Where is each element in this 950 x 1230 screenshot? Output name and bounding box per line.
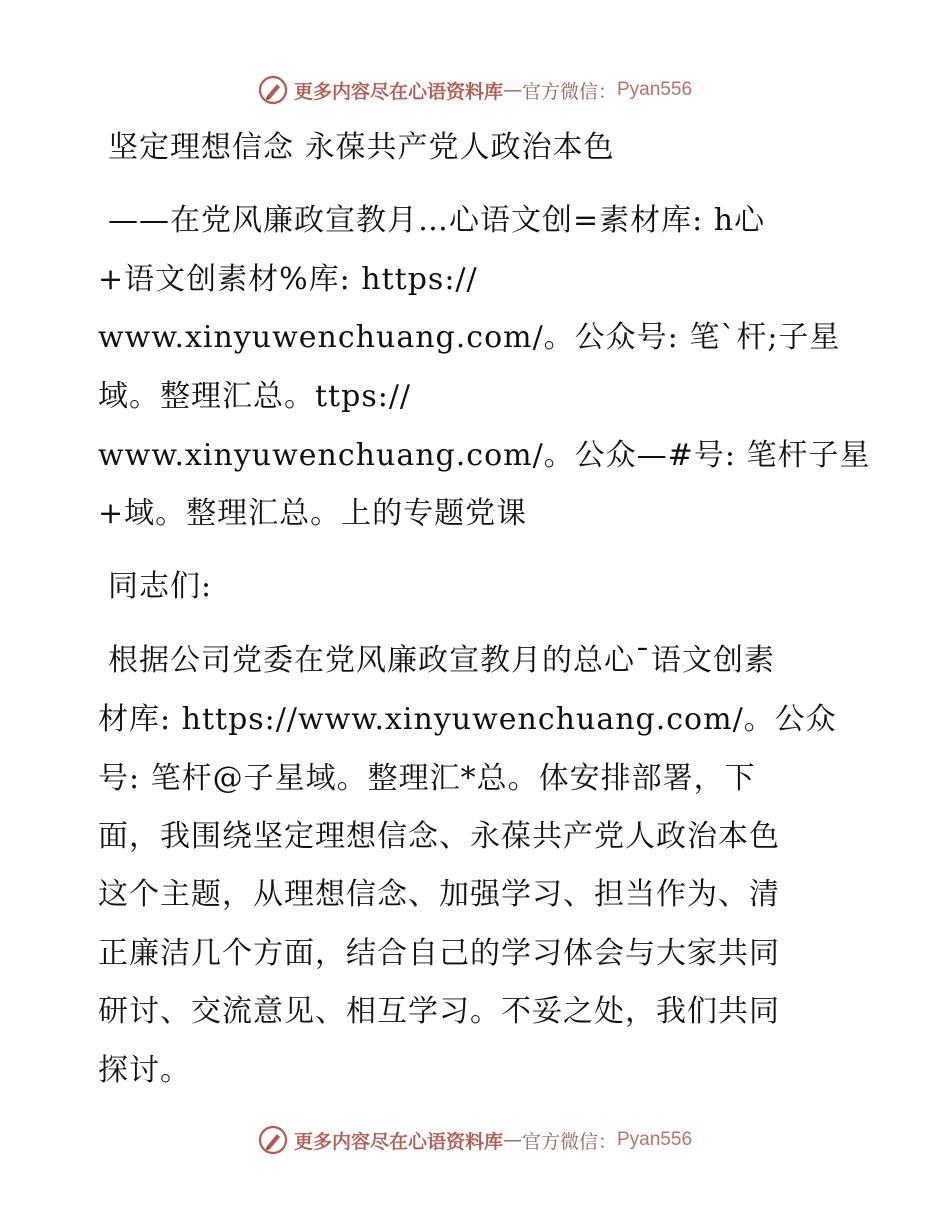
footer-watermark-banner [0,1120,950,1160]
body-line: 面，我围绕坚定理想信念、永葆共产党人政治本色 [98,819,780,854]
banner-dash: — [502,79,522,101]
banner-promo-text: 更多内容尽在心语资料库 [293,1130,503,1153]
banner-wechat-id: Pyan556 [617,1129,693,1150]
body-line: 根据公司党委在党风廉政宣教月的总心¯语文创素 [108,643,775,678]
subtitle-line: 域。整理汇总。ttps:// [98,379,412,414]
subtitle-line: www.xinyuwenchuang.com/。公众号: 笔`杆;子星 [98,320,841,355]
pen-logo-icon [258,1125,288,1155]
banner-promo-text: 更多内容尽在心语资料库 [293,80,503,103]
header-watermark-banner [0,70,950,110]
banner-wechat-id: Pyan556 [617,79,693,100]
body-line: 材库: https://www.xinyuwenchuang.com/。公众 [98,702,837,737]
banner-wechat-label: 官方微信： [521,80,617,103]
subtitle-line: +域。整理汇总。上的专题党课 [98,496,528,531]
salutation: 同志们: [108,569,213,604]
banner-wechat-label: 官方微信： [521,1130,617,1153]
body-line: 这个主题，从理想信念、加强学习、担当作为、清 [98,877,780,912]
pen-logo-icon [258,75,288,105]
document-title: 坚定理想信念 永葆共产党人政治本色 [108,130,615,165]
body-line: 研讨、交流意见、相互学习。不妥之处，我们共同 [98,994,780,1029]
subtitle-line: +语文创素材%库: https:// [98,262,478,297]
body-line: 正廉洁几个方面，结合自己的学习体会与大家共同 [98,936,780,971]
body-line: 探讨。 [98,1053,191,1088]
body-line: 号: 笔杆@子星域。整理汇*总。体安排部署，下 [98,761,756,796]
banner-dash: — [502,1129,522,1151]
subtitle-line: www.xinyuwenchuang.com/。公众—#号: 笔杆子星 [98,438,871,473]
subtitle-line: ——在党风廉政宣教月…心语文创=素材库: h心 [108,203,766,238]
